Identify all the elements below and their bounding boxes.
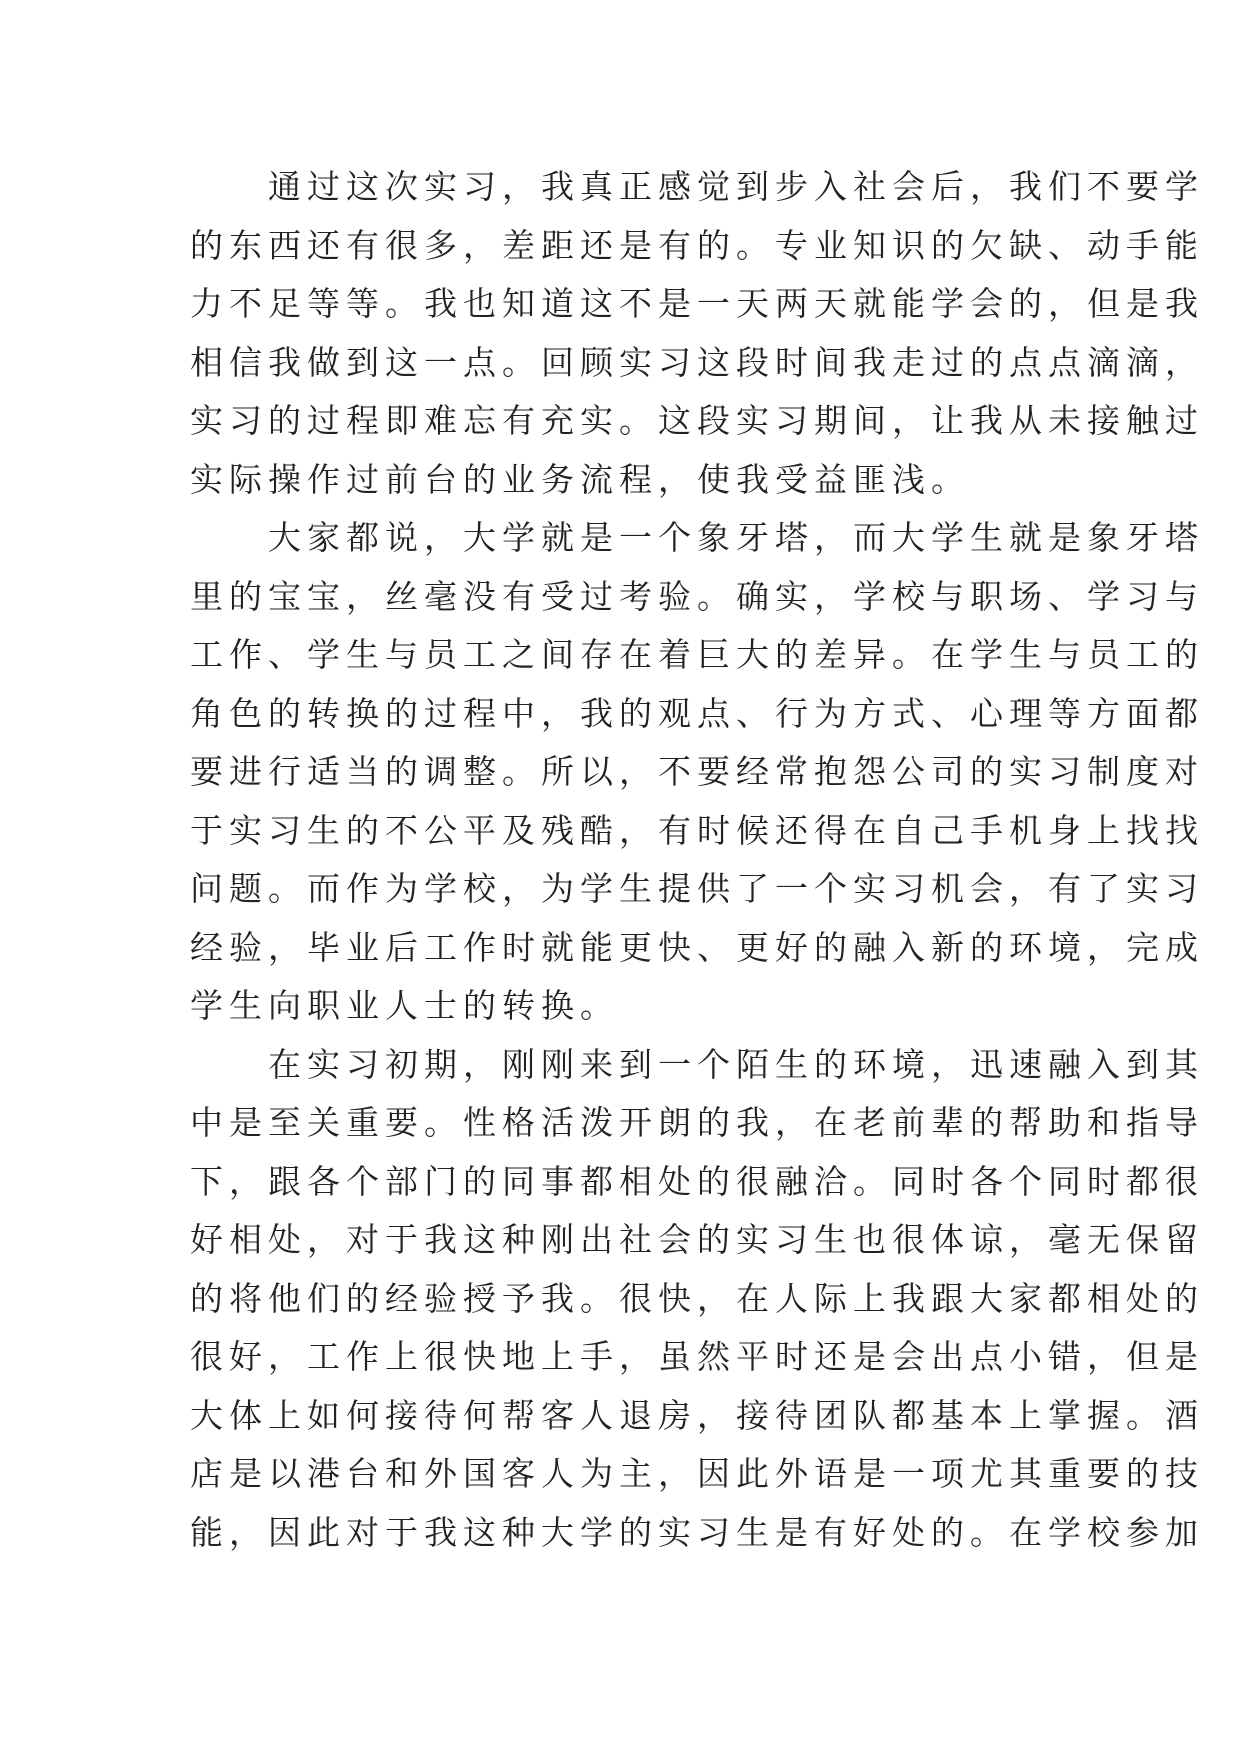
text-line: 于实习生的不公平及残酷，有时候还得在自己手机身上找找 — [190, 810, 1204, 850]
text-line: 实习的过程即难忘有充实。这段实习期间，让我从未接触过 — [190, 401, 1204, 440]
text-line: 很好，工作上很快地上手，虽然平时还是会出点小错，但是 — [190, 1337, 1204, 1376]
text-line: 学生向职业人士的转换。 — [190, 986, 619, 1025]
text-line: 大家都说，大学就是一个象牙塔，而大学生就是象牙塔 — [190, 518, 1204, 557]
text-line: 的将他们的经验授予我。很快，在人际上我跟大家都相处的 — [190, 1278, 1204, 1318]
paragraph — [190, 158, 1204, 509]
text-line: 工作、学生与员工之间存在着巨大的差异。在学生与员工的 — [190, 635, 1204, 674]
text-line: 好相处，对于我这种刚出社会的实习生也很体谅，毫无保留 — [190, 1220, 1204, 1259]
text-line: 经验，毕业后工作时就能更快、更好的融入新的环境，完成 — [190, 927, 1204, 967]
text-line: 问题。而作为学校，为学生提供了一个实习机会，有了实习 — [190, 869, 1204, 908]
text-line: 中是至关重要。性格活泼开朗的我，在老前辈的帮助和指导 — [190, 1103, 1204, 1142]
text-line: 要进行适当的调整。所以，不要经常抱怨公司的实习制度对 — [190, 752, 1204, 791]
text-line: 大体上如何接待何帮客人退房，接待团队都基本上掌握。酒 — [190, 1395, 1204, 1435]
paragraph — [190, 509, 1204, 1036]
text-line: 通过这次实习，我真正感觉到步入社会后，我们不要学 — [190, 167, 1204, 206]
text-line: 店是以港台和外国客人为主，因此外语是一项尤其重要的技 — [190, 1454, 1204, 1493]
text-line: 实际操作过前台的业务流程，使我受益匪浅。 — [190, 459, 970, 499]
text-line: 里的宝宝，丝毫没有受过考验。确实，学校与职场、学习与 — [190, 576, 1204, 616]
body-text — [190, 158, 1204, 1562]
text-line: 的东西还有很多，差距还是有的。专业知识的欠缺、动手能 — [190, 225, 1204, 265]
text-line: 能，因此对于我这种大学的实习生是有好处的。在学校参加 — [190, 1512, 1204, 1552]
text-line: 在实习初期，刚刚来到一个陌生的环境，迅速融入到其 — [190, 1044, 1204, 1084]
text-line: 相信我做到这一点。回顾实习这段时间我走过的点点滴滴， — [190, 342, 1204, 382]
text-line: 力不足等等。我也知道这不是一天两天就能学会的，但是我 — [190, 284, 1204, 323]
text-line: 角色的转换的过程中，我的观点、行为方式、心理等方面都 — [190, 693, 1204, 733]
paragraph — [190, 1036, 1204, 1563]
text-line: 下，跟各个部门的同事都相处的很融洽。同时各个同时都很 — [190, 1161, 1204, 1201]
